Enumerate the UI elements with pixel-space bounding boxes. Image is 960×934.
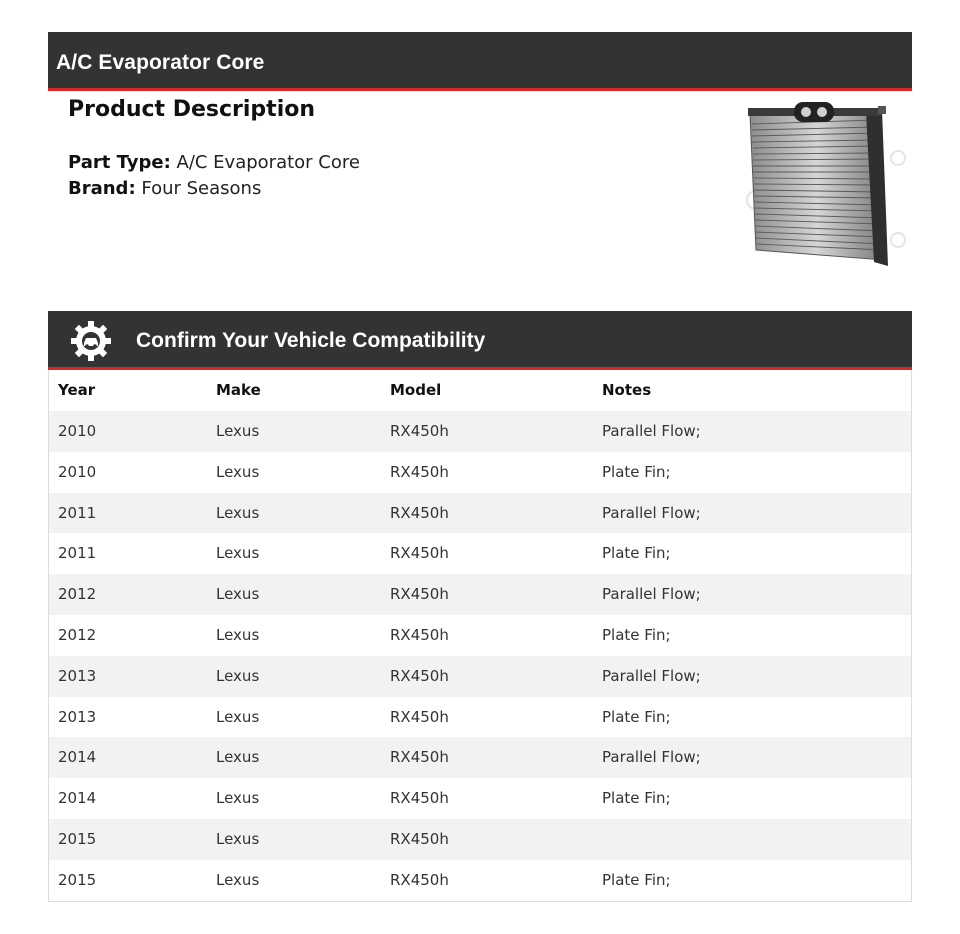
cell-make: Lexus (216, 625, 260, 644)
cell-year: 2010 (58, 422, 97, 440)
cell-notes: Plate Fin; (602, 707, 671, 726)
cell-notes: Parallel Flow; (602, 748, 701, 767)
gear-car-icon (69, 319, 113, 363)
cell-notes: Plate Fin; (602, 625, 671, 644)
column-header-notes: Notes (602, 381, 652, 399)
table-row (49, 615, 911, 656)
cell-model: RX450h (390, 748, 449, 767)
cell-make: Lexus (216, 748, 260, 767)
column-header-make: Make (216, 381, 261, 399)
part-type-value: A/C Evaporator Core (176, 152, 360, 173)
table-row (49, 533, 911, 574)
cell-year: 2012 (58, 585, 97, 604)
table-row (49, 860, 911, 901)
cell-model: RX450h (390, 625, 449, 644)
compatibility-banner (48, 311, 912, 370)
cell-year: 2012 (58, 625, 97, 644)
cell-make: Lexus (216, 829, 260, 848)
cell-make: Lexus (216, 544, 260, 563)
cell-year: 2010 (58, 462, 97, 481)
cell-notes: Parallel Flow; (602, 585, 701, 604)
table-row (49, 737, 911, 778)
cell-model: RX450h (390, 789, 449, 808)
cell-model: RX450h (390, 462, 449, 481)
part-type-label: Part Type: (68, 152, 171, 173)
cell-notes: Plate Fin; (602, 544, 671, 563)
table-row (49, 697, 911, 738)
cell-year: 2013 (58, 666, 97, 685)
cell-year: 2011 (58, 544, 97, 563)
column-header-model: Model (390, 381, 442, 399)
table-row (49, 574, 911, 615)
cell-year: 2013 (58, 707, 97, 726)
product-title-banner (48, 32, 912, 91)
cell-notes: Plate Fin; (602, 870, 671, 889)
cell-year: 2014 (58, 789, 97, 808)
brand-line (68, 178, 261, 199)
cell-notes: Parallel Flow; (602, 503, 701, 522)
cell-model: RX450h (390, 870, 449, 889)
cell-make: Lexus (216, 503, 260, 522)
cell-year: 2011 (58, 503, 97, 522)
compatibility-table (48, 370, 912, 902)
cell-model: RX450h (390, 585, 449, 604)
part-type-line (68, 152, 360, 173)
cell-year: 2015 (58, 829, 97, 848)
cell-model: RX450h (390, 503, 449, 522)
cell-notes: Parallel Flow; (602, 666, 701, 685)
cell-model: RX450h (390, 422, 449, 440)
cell-make: Lexus (216, 585, 260, 604)
cell-notes: Parallel Flow; (602, 422, 701, 440)
cell-year: 2014 (58, 748, 97, 767)
table-row (49, 493, 911, 534)
cell-make: Lexus (216, 462, 260, 481)
table-row (49, 778, 911, 819)
cell-make: Lexus (216, 422, 260, 440)
brand-label: Brand: (68, 178, 136, 199)
cell-model: RX450h (390, 829, 449, 848)
cell-make: Lexus (216, 789, 260, 808)
cell-year: 2015 (58, 870, 97, 889)
table-row (49, 411, 911, 452)
cell-model: RX450h (390, 544, 449, 563)
table-header-row (49, 370, 911, 411)
cell-notes: Plate Fin; (602, 789, 671, 808)
brand-value: Four Seasons (141, 178, 262, 199)
table-row (49, 452, 911, 493)
cell-make: Lexus (216, 666, 260, 685)
table-row (49, 819, 911, 860)
column-header-year: Year (58, 381, 96, 399)
cell-make: Lexus (216, 870, 260, 889)
product-description-heading: Product Description (68, 97, 316, 122)
cell-model: RX450h (390, 666, 449, 685)
compatibility-title: Confirm Your Vehicle Compatibility (136, 329, 486, 352)
cell-make: Lexus (216, 707, 260, 726)
cell-notes: Plate Fin; (602, 462, 671, 481)
cell-model: RX450h (390, 707, 449, 726)
table-row (49, 656, 911, 697)
product-title: A/C Evaporator Core (56, 51, 265, 74)
product-image (738, 100, 910, 272)
